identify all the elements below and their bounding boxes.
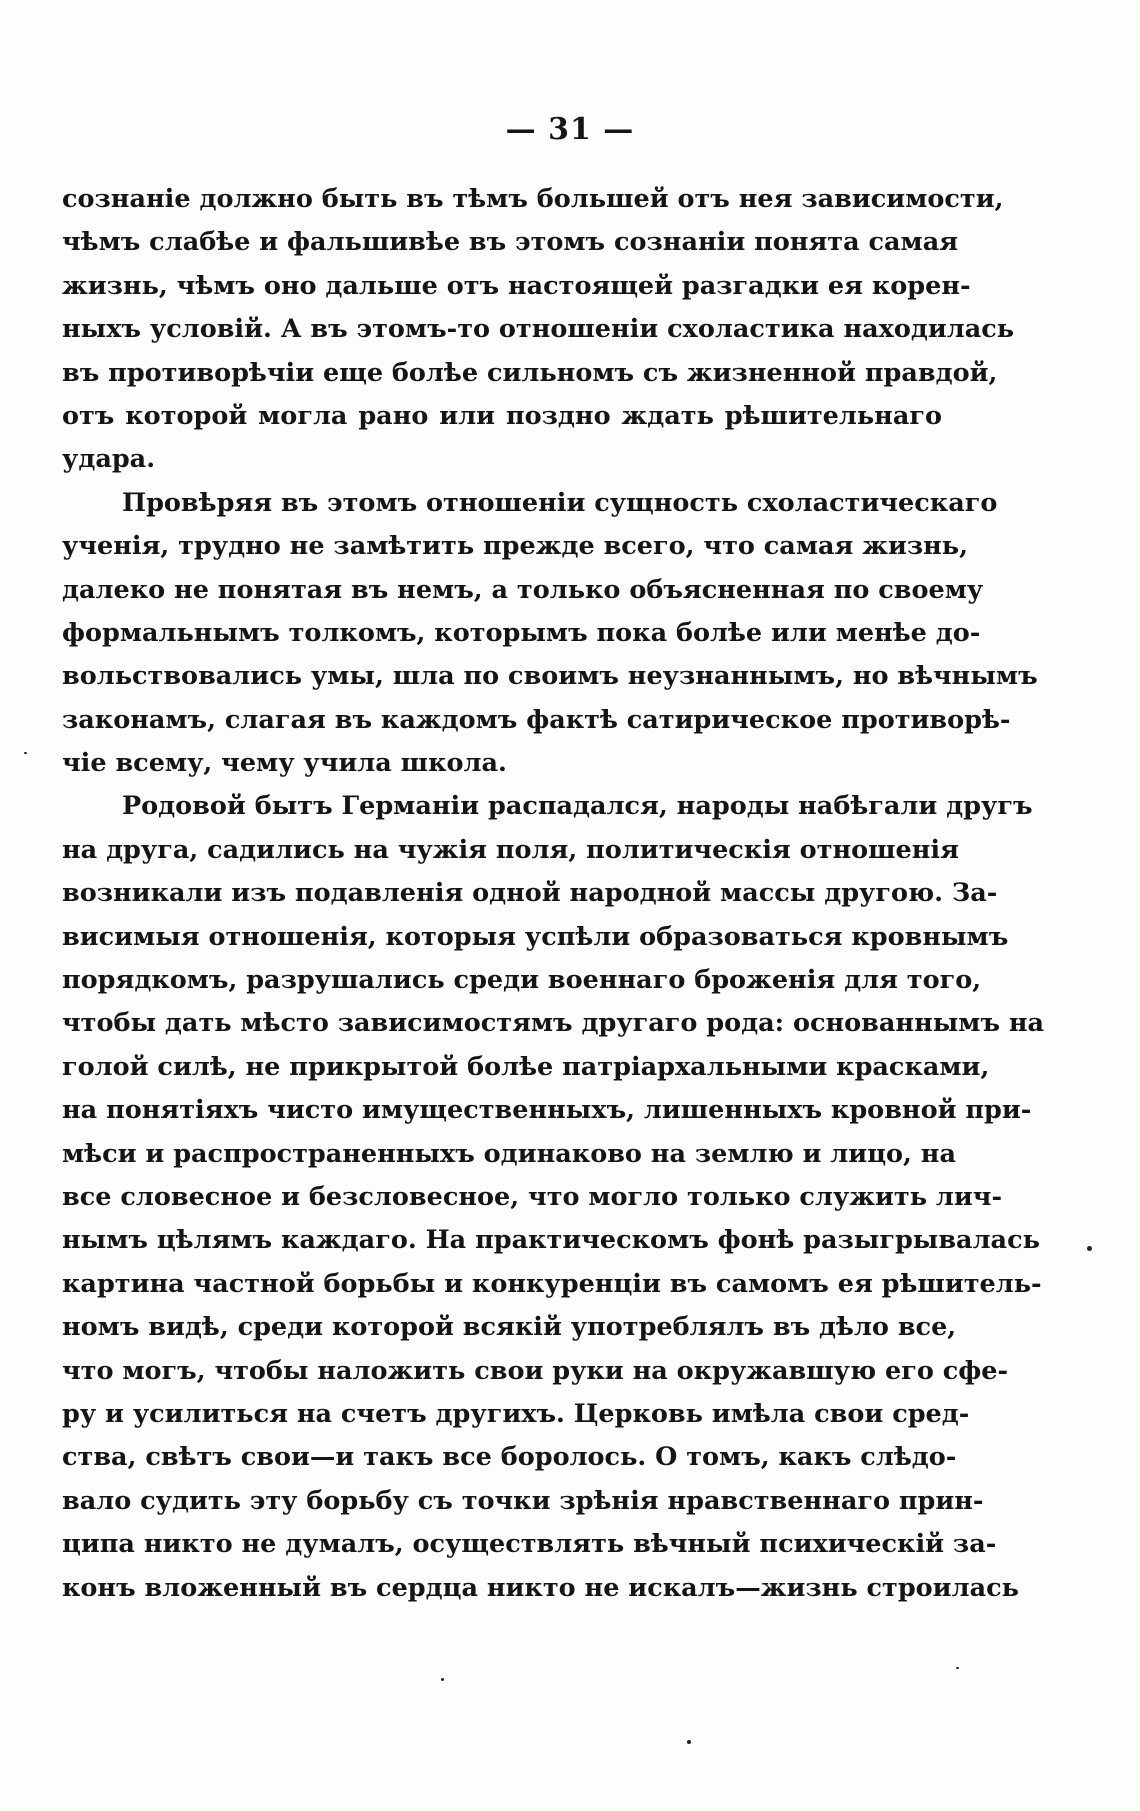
scan-speck (687, 1740, 691, 1744)
text-line: номъ видѣ, среди которой всякій употреблялъ въ дѣло все, (62, 1312, 957, 1343)
text-line: ру и усилиться на счетъ другихъ. Церковь имѣла свои сред- (62, 1398, 970, 1429)
body-text (62, 178, 1045, 1610)
text-line: въ противорѣчіи еще болѣе сильномъ съ жизненной правдой, (62, 357, 998, 388)
text-line: удара. (62, 444, 156, 475)
text-line: на друга, садились на чужія поля, политическія отношенія (62, 834, 959, 865)
text-line: картина частной борьбы и конкуренціи въ самомъ ея рѣшитель- (62, 1268, 1042, 1299)
scan-speck (441, 1678, 444, 1681)
text-line: висимыя отношенія, которыя успѣли образоваться кровнымъ (62, 921, 1009, 952)
text-line: на понятіяхъ чисто имущественныхъ, лишенныхъ кровной при- (62, 1095, 1032, 1126)
scan-speck (956, 1667, 959, 1669)
text-line: что могъ, чтобы наложить свои руки на окружавшую его сфе- (62, 1355, 1009, 1386)
text-line: Родовой бытъ Германіи распадался, народы набѣгали другъ (122, 791, 1033, 822)
text-line: все словесное и безсловесное, что могло только служить лич- (62, 1181, 1003, 1212)
scan-speck (24, 752, 27, 754)
text-line: чтобы дать мѣсто зависимостямъ другаго рода: основаннымъ на (62, 1008, 1045, 1039)
scan-speck (1087, 1246, 1092, 1251)
text-line: законамъ, слагая въ каждомъ фактѣ сатирическое противорѣ- (62, 704, 1011, 735)
text-line: жизнь, чѣмъ оно дальше отъ настоящей разгадки ея корен- (62, 270, 971, 301)
text-line: ученія, трудно не замѣтить прежде всего, что самая жизнь, (62, 531, 968, 562)
text-line: ства, свѣтъ свои—и такъ все боролось. О томъ, какъ слѣдо- (62, 1442, 957, 1473)
text-line: вольствовались умы, шла по своимъ неузнаннымъ, но вѣчнымъ (62, 661, 1038, 692)
text-line: мѣси и распространенныхъ одинаково на землю и лицо, на (62, 1138, 956, 1169)
text-line: возникали изъ подавленія одной народной массы другою. За- (62, 878, 998, 909)
text-line: формальнымъ толкомъ, которымъ пока болѣе или менѣе до- (62, 617, 981, 648)
text-line: вало судить эту борьбу съ точки зрѣнія нравственнаго прин- (62, 1485, 984, 1516)
text-line: чѣмъ слабѣе и фальшивѣе въ этомъ сознаніи понята самая (62, 227, 959, 258)
text-line: ныхъ условій. А въ этомъ-то отношеніи схоластика находилась (62, 314, 1015, 345)
text-line: далеко не понятая въ немъ, а только объясненная по своему (62, 574, 984, 605)
text-line: отъ которой могла рано или поздно ждать рѣшительнаго (62, 400, 942, 431)
text-line: ципа никто не думалъ, осуществлять вѣчный психическій за- (62, 1529, 997, 1560)
text-line: голой силѣ, не прикрытой болѣе патріархальными красками, (62, 1051, 990, 1082)
text-line: нымъ цѣлямъ каждаго. На практическомъ фонѣ разыгрывалась (62, 1225, 1040, 1256)
text-line: порядкомъ, разрушались среди военнаго броженія для того, (62, 965, 982, 996)
text-line: сознаніе должно быть въ тѣмъ большей отъ нея зависимости, (62, 184, 1004, 214)
text-line: конъ вложенный въ сердца никто не искалъ—жизнь строилась (62, 1572, 1019, 1603)
text-line: Провѣряя въ этомъ отношеніи сущность схоластическаго (122, 487, 998, 518)
page-number: — 31 — (505, 112, 635, 147)
text-line: чіе всему, чему учила школа. (62, 748, 507, 779)
